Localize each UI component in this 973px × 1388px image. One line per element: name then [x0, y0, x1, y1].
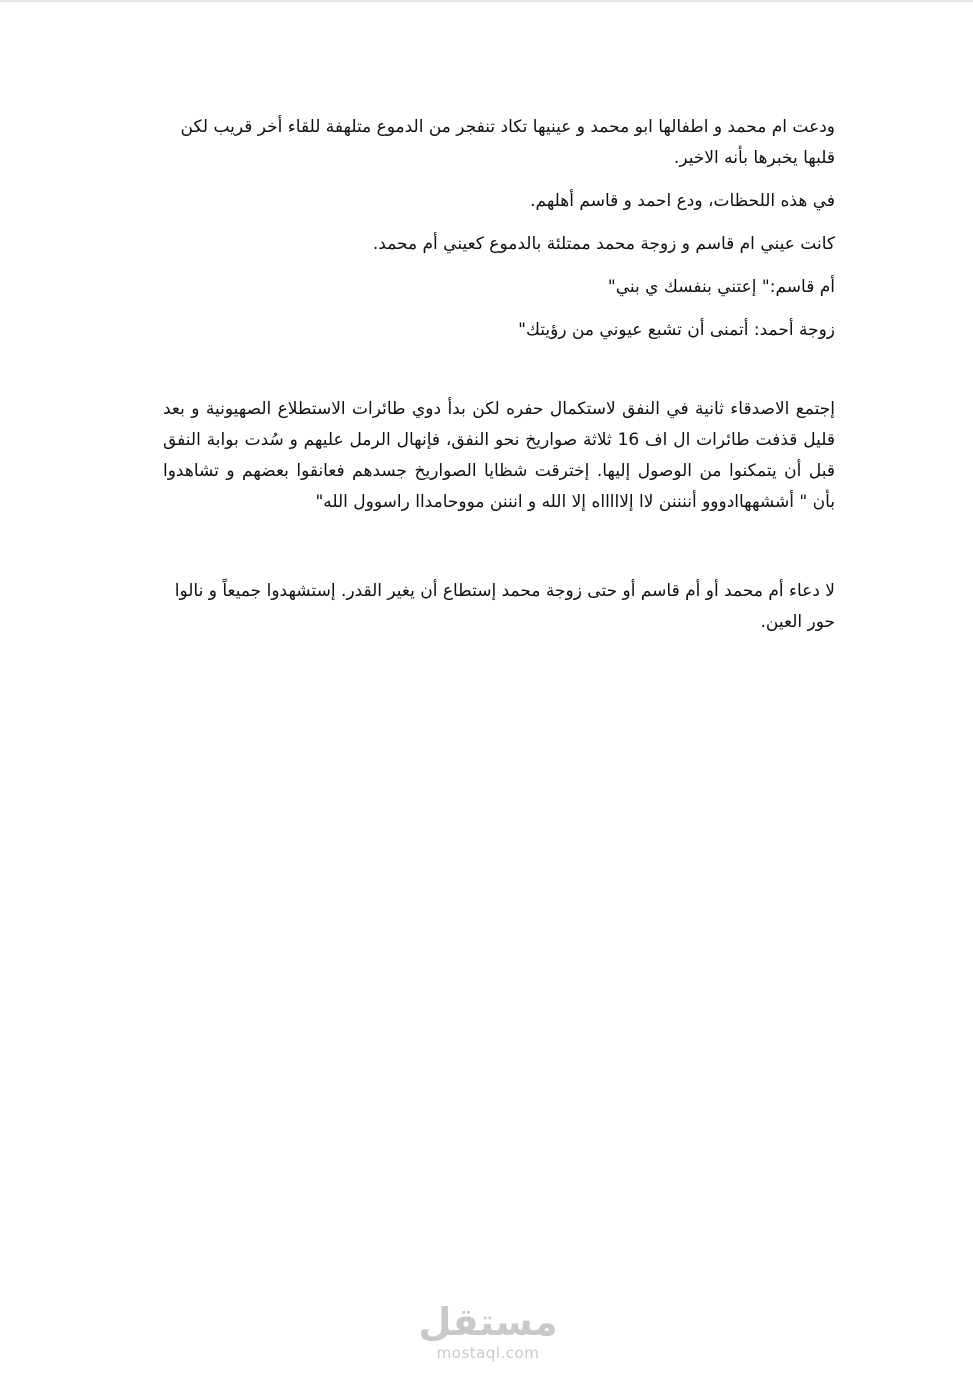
paragraph-ending: لا دعاء أم محمد أو أم قاسم أو حتى زوجة محمد إستطاع أن يغير القدر. إستشهدوا جميعاً و نالوا حور العين. [174, 581, 835, 632]
watermark-logo-url: mostaql.com [436, 1344, 540, 1362]
paragraph-farewell: ودعت ام محمد و اطفالها ابو محمد و عينيها تكاد تنفجر من الدموع متلهفة للقاء أخر قريب لكن قلبها يخبرها بأنه الاخير. [180, 117, 835, 168]
document-body [163, 112, 835, 650]
paragraph-moments: في هذه اللحظات، ودع احمد و قاسم أهلهم. [530, 191, 835, 211]
paragraph-umm-qasim-quote: أم قاسم:" إعتني بنفسك ي بني" [607, 277, 835, 297]
watermark-logo-arabic: مستقل [418, 1300, 558, 1344]
paragraph-tears: كانت عيني ام قاسم و زوجة محمد ممتلئة بالدموع كعيني أم محمد. [372, 234, 835, 254]
paragraph-wife-quote: زوجة أحمد: أتمنى أن تشبع عيوني من رؤيتك" [518, 320, 835, 340]
mostaql-watermark [408, 1300, 568, 1362]
paragraph-spacer [163, 358, 835, 394]
paragraph-spacer [163, 530, 835, 576]
page-top-edge [0, 0, 973, 2]
paragraph-tunnel: إجتمع الاصدقاء ثانية في النفق لاستكمال حفره لكن بدأ دوي طائرات الاستطلاع الصهيونية و بعد قليل قذفت طائرات ال اف 16 ثلاثة صواريخ نحو النفق، فإنهال الرمل عليهم و سُدت بوابة النفق قبل أن يتمكنوا من الوصول إليها. إخترقت شظايا الصواريخ جسدهم فعانقوا بعضهم و تشاهدوا بأن " أششههاادووو أننننن لاا إلاااااه إلا الله و انننن مووحامداا راسوول الله" [163, 399, 836, 512]
